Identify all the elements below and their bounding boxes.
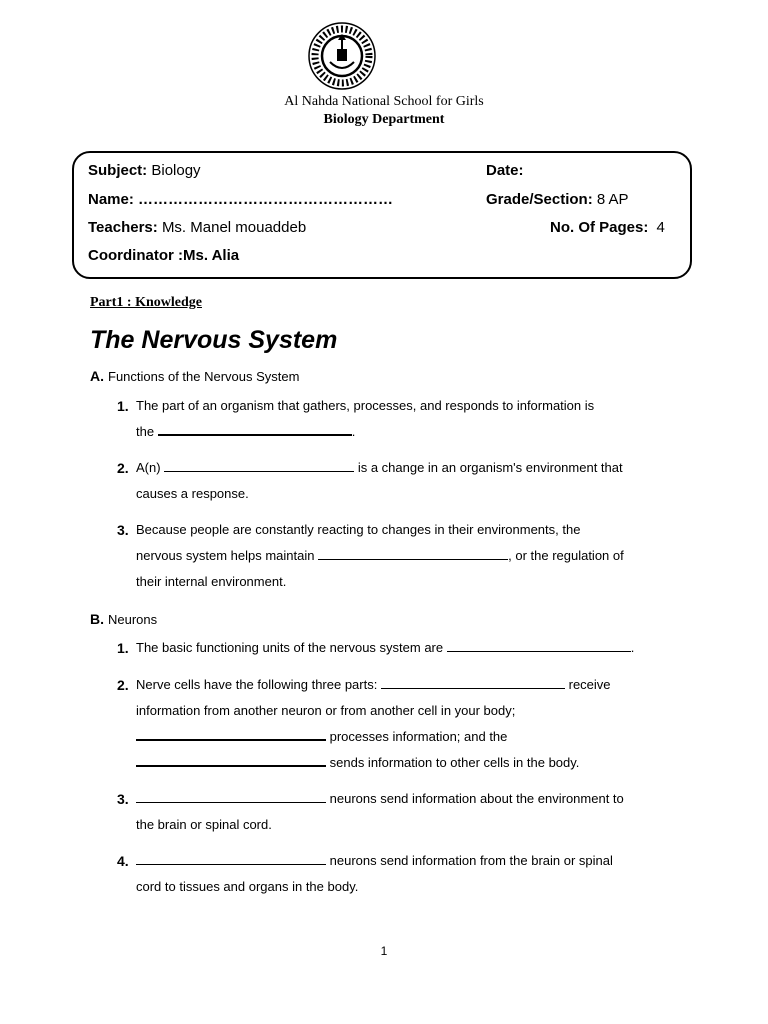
coordinator-label: Coordinator :Ms. Alia: [88, 247, 240, 264]
question-text: receive: [568, 677, 611, 692]
logo-book: [337, 49, 347, 61]
question-text: .: [351, 424, 356, 439]
question-b2: [117, 672, 637, 776]
subject-row: [88, 162, 201, 179]
section-b-heading: [90, 611, 157, 627]
answer-blank[interactable]: [164, 457, 354, 472]
question-text: neurons send information from the brain or spinal: [329, 853, 613, 868]
question-number: 1.: [117, 640, 129, 656]
name-label: Name:: [88, 191, 134, 208]
teachers-value: Ms. Manel mouaddeb: [161, 219, 307, 236]
date-label: Date:: [486, 162, 524, 179]
question-b1: [117, 635, 637, 661]
grade-row: [486, 191, 629, 208]
question-text: information from another neuron or from another cell in your body;: [136, 703, 516, 718]
answer-blank[interactable]: [381, 674, 565, 689]
coordinator-row: [88, 247, 239, 264]
answer-blank[interactable]: [136, 850, 326, 865]
question-text: sends information to other cells in the body.: [329, 755, 580, 770]
question-text: processes information; and the: [329, 729, 508, 744]
school-logo: [304, 20, 380, 92]
pages-label: No. Of Pages:: [550, 219, 649, 236]
question-a3: [117, 517, 637, 595]
answer-blank[interactable]: [136, 788, 326, 803]
question-text: is a change in an organism's environment that: [357, 460, 623, 475]
subject-value: Biology: [151, 162, 201, 179]
name-dotted-field[interactable]: ……………………………………………: [138, 191, 394, 208]
question-text: the brain or spinal cord.: [136, 817, 272, 832]
question-text: .: [630, 640, 635, 655]
section-a-title: Functions of the Nervous System: [108, 369, 300, 384]
section-b-title: Neurons: [108, 612, 158, 627]
pages-value: 4: [656, 219, 665, 236]
question-text: Because people are constantly reacting to changes in their environments, the: [136, 522, 581, 537]
answer-blank[interactable]: [318, 545, 508, 560]
logo-arc: [330, 62, 354, 68]
question-number: 2.: [117, 460, 129, 476]
question-number: 2.: [117, 677, 129, 693]
department-name: Biology Department: [323, 112, 445, 127]
worksheet-title: The Nervous System: [90, 326, 338, 354]
question-text: , or the regulation of: [508, 548, 624, 563]
question-text: nervous system helps maintain: [136, 548, 315, 563]
teachers-label: Teachers:: [88, 219, 158, 236]
subject-label: Subject:: [88, 162, 148, 179]
question-text: A(n): [136, 460, 161, 475]
question-number: 3.: [117, 522, 129, 538]
question-text: causes a response.: [136, 486, 249, 501]
question-text: The part of an organism that gathers, processes, and responds to information is: [136, 398, 595, 413]
section-a-letter: A.: [90, 368, 104, 384]
section-b-letter: B.: [90, 611, 104, 627]
section-a-heading: [90, 368, 299, 384]
pages-row: [550, 219, 665, 236]
grade-label: Grade/Section:: [486, 191, 593, 208]
answer-blank[interactable]: [447, 637, 631, 652]
question-a2: [117, 455, 637, 507]
teachers-row: [88, 219, 306, 236]
question-a1: [117, 393, 637, 445]
answer-blank[interactable]: [136, 751, 326, 767]
question-number: 1.: [117, 398, 129, 414]
question-b4: [117, 848, 637, 900]
question-b3: [117, 786, 637, 838]
date-row: [486, 162, 524, 179]
answer-blank[interactable]: [158, 420, 352, 436]
question-text: Nerve cells have the following three parts:: [136, 677, 378, 692]
page-number: 1: [380, 944, 388, 958]
question-text: neurons send information about the environment to: [329, 791, 624, 806]
question-number: 4.: [117, 853, 129, 869]
question-text: The basic functioning units of the nervous system are: [136, 640, 444, 655]
answer-blank[interactable]: [136, 725, 326, 741]
school-name: Al Nahda National School for Girls: [284, 94, 484, 109]
part-heading: Part1 : Knowledge: [90, 295, 202, 310]
question-text: cord to tissues and organs in the body.: [136, 879, 359, 894]
name-row: [88, 191, 393, 208]
question-number: 3.: [117, 791, 129, 807]
question-text: their internal environment.: [136, 574, 287, 589]
question-text: the: [136, 424, 155, 439]
grade-value: 8 AP: [596, 191, 629, 208]
